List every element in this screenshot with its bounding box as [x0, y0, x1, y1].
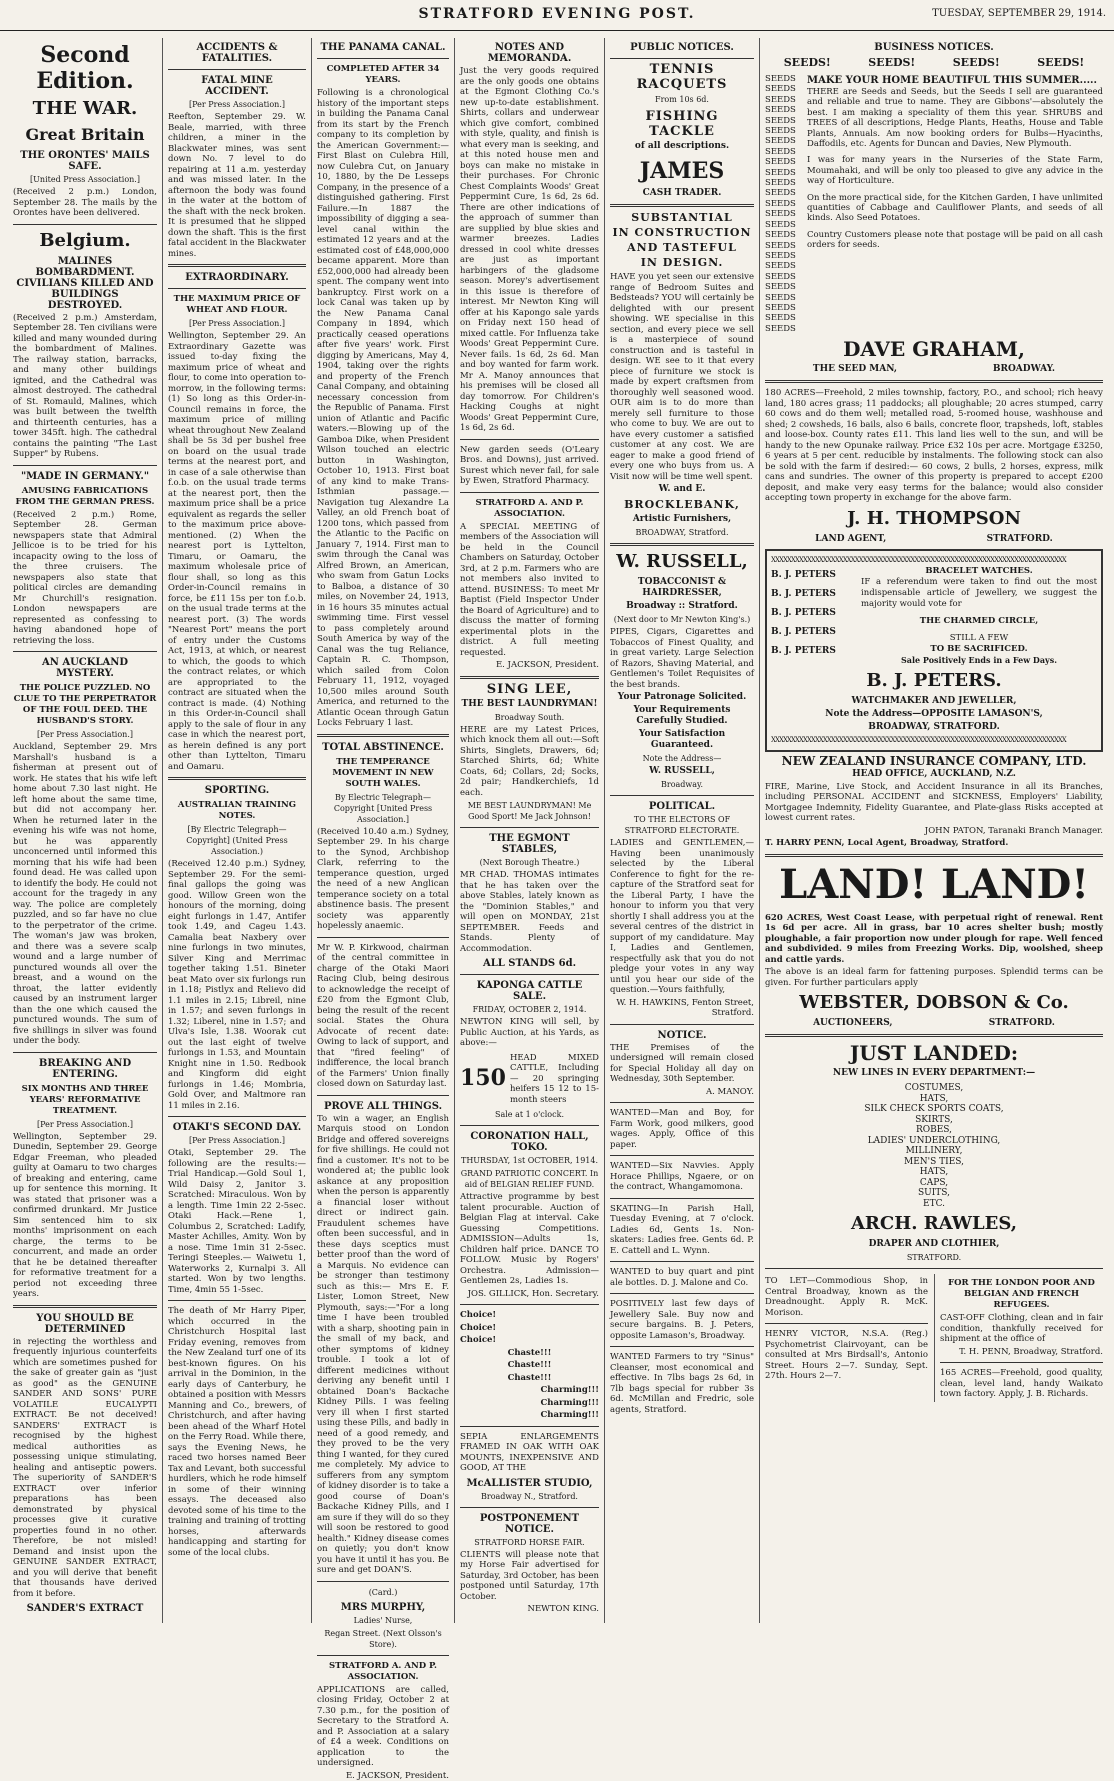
aandp2-signature: E. JACKSON, President.	[460, 660, 599, 671]
tennis-line-2: RACQUETS	[610, 79, 754, 90]
charming-1: Charming!!!	[460, 1385, 599, 1396]
wheat-heading: THE MAXIMUM PRICE OF WHEAT AND FLOUR.	[168, 294, 306, 316]
wheat-source: [Per Press Association.]	[168, 318, 306, 329]
fishing-line-1: FISHING	[610, 111, 754, 122]
abstinence-body: (Received 10.40 a.m.) Sydney, September 29. In his charge to the Synod, Archbishop Clark, referring to the temperance question, urged the need of a new Anglican temperance society on a total abstinence basis. The present society was apparently hopelessly anaemic.	[317, 827, 449, 932]
murphy-address: Regan Street. (Next Olsson's Store).	[317, 1628, 449, 1650]
nz-insurance-body: FIRE, Marine, Live Stock, and Accident Insurance in all its Branches, including PERSONAL ACCIDENT and SICKNESS, Employers' Liability, Mortgagee Indemnity, Fidelity Guarantee, and Plate-glass Risks accepted at lowest current rates.	[765, 782, 1103, 824]
relief-body: CAST-OFF Clothing, clean and in fair condition, thankfully received for shipment at the office of	[940, 1313, 1103, 1345]
belgium-heading: Belgium.	[13, 230, 157, 252]
business-notices-heading: BUSINESS NOTICES.	[765, 42, 1103, 53]
seeds-top-2: SEEDS!	[868, 57, 915, 68]
coronation-subheading: GRAND PATRIOTIC CONCERT. In aid of BELGIAN RELIEF FUND.	[460, 1168, 599, 1190]
seeds-word: SEEDS	[765, 126, 807, 136]
just-landed-item: HATS,	[765, 1094, 1103, 1105]
substantial-line-3: AND TASTEFUL	[610, 242, 754, 253]
australian-source: [By Electric Telegraph—Copyright] (United Press Association.)	[168, 824, 306, 857]
coronation-heading: CORONATION HALL, TOKO.	[460, 1131, 599, 1153]
mine-heading: FATAL MINE ACCIDENT.	[168, 75, 306, 97]
nz-insurance-signature: JOHN PATON, Taranaki Branch Manager.	[765, 826, 1103, 837]
nz-insurance-heading: NEW ZEALAND INSURANCE COMPANY, LTD.	[765, 756, 1103, 767]
peters-advert	[765, 549, 1103, 752]
wanted-2: WANTED—Six Navvies. Apply Horace Phillips, Ngaere, or on the contract, Whangamomona.	[610, 1161, 754, 1193]
seeds-word: SEEDS	[765, 105, 807, 115]
victor-notice: HENRY VICTOR, N.S.A. (Reg.) Psychometrist Clairvoyant, can be consulted at Mrs Birdsall's, Antonio Street. Hours 2—7. Sunday, Sept. 27th. Hours 2—7.	[765, 1329, 928, 1382]
political-heading: POLITICAL.	[610, 801, 754, 812]
choice-3: Choice!	[460, 1335, 599, 1346]
land-body-2: The above is an ideal farm for fattening purposes. Splendid terms can be given. For further particulars apply	[765, 967, 1103, 988]
seeds-word: SEEDS	[765, 209, 807, 219]
russell-line-2: Your Requirements Carefully Studied.	[610, 705, 754, 727]
sander-heading: YOU SHOULD BE DETERMINED	[13, 1313, 157, 1335]
charming-2: Charming!!!	[460, 1398, 599, 1409]
land-body: 620 ACRES, West Coast Lease, with perpetual right of renewal. Rent 1s 6d per acre. All in grass, bar 10 acres shelter bush; mostly ploughable, a fair proportion now under plough for rape. Well fenced and subdivided. 9 miles from Freezing Works. Dip, woolshed, sheep and cattle yards.	[765, 913, 1103, 966]
sale-days: Sale Positively Ends in a Few Days.	[861, 655, 1097, 666]
seeds-list	[765, 74, 807, 334]
wanted-4: WANTED Farmers to try "Sinus" Cleanser, most economical and effective. In 7lbs bags 2s 6d, in 7lb bags special for rubber 3s 6d. McMillan and Fredric, sole agents, Stratford.	[610, 1352, 754, 1415]
peters-list	[771, 566, 861, 666]
russell-address: Broadway :: Stratford.	[610, 601, 754, 612]
russell-line-1: Your Patronage Solicited.	[610, 692, 754, 703]
seeds-body-3: On the more practical side, for the Kitchen Garden, I have unlimited quantities of Cabbage and Cauliflower Plants, and seeds of all kinds. Also Seed Potatoes.	[807, 193, 1103, 224]
seeds-word: SEEDS	[765, 251, 807, 261]
webster-address: STRATFORD.	[989, 1018, 1055, 1029]
russell-heading: W. RUSSELL,	[610, 551, 754, 573]
coronation-signature: JOS. GILLICK, Hon. Secretary.	[460, 1289, 599, 1300]
public-notices-heading: PUBLIC NOTICES.	[610, 42, 754, 53]
accidents-heading: ACCIDENTS & FATALITIES.	[168, 42, 306, 64]
rawles-heading: ARCH. RAWLES,	[765, 1213, 1103, 1235]
russell-note: Note the Address—	[610, 753, 754, 764]
coronation-date: THURSDAY, 1st OCTOBER, 1914.	[460, 1155, 599, 1166]
orontes-body: (Received 2 p.m.) London, September 28. The mails by the Orontes have been delivered.	[13, 187, 157, 219]
skating-notice: SKATING—In Parish Hall, Tuesday Evening, at 7 o'clock. Ladies 6d, Gents 1s. Non-skaters: Ladies free. Gents 6d. P. E. Cattell and L. Wynn.	[610, 1204, 754, 1257]
war-heading: THE WAR.	[13, 98, 157, 120]
border-row-bottom: XXXXXXXXXXXXXXXXXXXXXXXXXXXXXXXXXXXXXXXXXXXXXXXXXXXXXXXXXXXXXXXXXXXXXXXXXX	[771, 735, 1097, 746]
malines-heading: MALINES BOMBARDMENT. CIVILIANS KILLED AND BUILDINGS DESTROYED.	[13, 256, 157, 311]
fishing-line-2: TACKLE	[610, 126, 754, 137]
substantial-line-1: SUBSTANTIAL	[610, 212, 754, 223]
auckland-body: Auckland, September 29. Mrs Marshall's husband is a fisherman at present out of work. He states that his wife left home about 7.30 last night. He left home about the same time, but did not accompany her. When he returned later in the evening his wife was not home, but he was apparently unconcerned until informed this morning that his wife had been found dead. He was called upon to identify the body. He could not account for the tragedy in any way. The police are completely puzzled, and so far have no clue to the perpetrator of the crime. The woman's jaw was broken, and there was a severe scalp wound and a large number of punctured wounds all over the breast, and a wound on the throat, the latter evidently caused by an instrument larger than the one which caused the punctured wounds. The sum of five shillings in silver was found under the body.	[13, 742, 157, 1047]
piper-body: The death of Mr Harry Piper, which occurred in the Christchurch Hospital last Friday evening, removes from the New Zealand turf one of its best-known figures. On his arrival in the Dominion, in the early days of Canterbury, he obtained a position with Messrs Manning and Co., brewers, of Christchurch, and after having been ahead of the Wharf Hotel on the Ferry Road. While there, says the Evening News, he raced two horses named Beer Tax and Levant, both successful hurdlers, which he rode himself in some of their winning essays. The deceased also devoted some of his time to the training and training of trotting horses, afterwards handicapping and starting for some of the local clubs.	[168, 1306, 306, 1558]
otaki-source: [Per Press Association.]	[168, 1135, 306, 1146]
just-landed-list	[765, 1083, 1103, 1209]
otaki-body: Otaki, September 29. The following are the results:— Trial Handicap.—Gold Soul 1, Wild Daisy 2, Janitor 3. Scratched: Miraculous. Won by a length. Time 1min 22 2-5sec. Otaki Hack.—Rene 1, Columbus 2, Scratched: Ladify, Master Achilles, Amity. Won by a nose. Time 1min 31 2-5sec. Teringi Steeples.— Waiwetu 1, Waterworks 2, Kurnalpi 3. All started. Won by two lengths. Time, 4min 55 1-5sec.	[168, 1148, 306, 1295]
just-landed-item: MILLINERY,	[765, 1146, 1103, 1157]
kaponga-body: NEWTON KING will sell, by Public Auction, at his Yards, as above:—	[460, 1017, 599, 1049]
substantial-line-2: IN CONSTRUCTION	[610, 227, 754, 238]
kaponga-number: 150	[460, 1073, 506, 1084]
nz-insurance-office: HEAD OFFICE, AUCKLAND, N.Z.	[765, 769, 1103, 780]
newspaper-title: STRATFORD EVENING POST.	[0, 6, 1114, 22]
postponement-body: CLIENTS will please note that my Horse Fair advertised for Saturday, 3rd October, has been postponed until Saturday, 17th October.	[460, 1550, 599, 1603]
thompson-subheading: LAND AGENT,	[815, 534, 886, 545]
murphy-card: (Card.)	[317, 1587, 449, 1598]
charming-3: Charming!!!	[460, 1410, 599, 1421]
graham-address: BROADWAY.	[993, 364, 1055, 375]
bracelet-body: IF a referendum were taken to find out the most indispensable article of Jewellery, we suggest the majority would vote for	[861, 577, 1097, 610]
abstinence-source: By Electric Telegraph—Copyright [United Press Association.]	[317, 792, 449, 825]
notice-signature: A. MANOY.	[610, 1087, 754, 1098]
seeds-banner	[765, 57, 1103, 68]
seeds-word: SEEDS	[765, 136, 807, 146]
russell-name: W. RUSSELL,	[610, 766, 754, 777]
peters-item-2: B. J. PETERS	[771, 585, 861, 604]
sinlee-heading: SING LEE,	[460, 684, 599, 695]
seeds-slogan: MAKE YOUR HOME BEAUTIFUL THIS SUMMER.....	[807, 74, 1103, 87]
sinlee-footer: ME BEST LAUNDRYMAN! Me Good Sport! Me Jack Johnson!	[460, 800, 599, 822]
relief-heading: FOR THE LONDON POOR AND BELGIAN AND FRENCH REFUGEES.	[940, 1278, 1103, 1311]
political-signature: W. H. HAWKINS, Fenton Street, Stratford.	[610, 998, 754, 1019]
seeds-word: SEEDS	[765, 178, 807, 188]
column-5	[605, 38, 760, 1623]
russell-body: PIPES, Cigars, Cigarettes and Tobaccos of Finest Quality, and in great variety. Large Selection of Razors, Shaving Material, and Gentlemen's Toilet Requisites of the best brands.	[610, 627, 754, 690]
notes-heading: NOTES AND MEMORANDA.	[460, 42, 599, 64]
peters-item-4: B. J. PETERS	[771, 623, 861, 642]
sander-footer: SANDER'S EXTRACT	[13, 1603, 157, 1614]
britain-heading: Great Britain	[13, 124, 157, 146]
acres-165-notice: 165 ACRES—Freehold, good quality, clean, level land, handy Waikato town factory. Apply, J. B. Richards.	[940, 1368, 1103, 1400]
postponement-subheading: STRATFORD HORSE FAIR.	[460, 1537, 599, 1548]
panama-body: Following is a chronological history of the important steps in building the Panama Canal from its start by the French company to its completion by the American Government:— First Blast on Culebra Hill, now Culebra Cut, on January 10, 1880, by the De Lesseps Company, in the presence of a distinguished gathering. First Failure.—In 1887 the impossibility of digging a sea-level canal within the estimated 12 years and at the estimated cost of £48,000,000 became apparent. More than £52,000,000 had already been spent. The company went into bankruptcy. First work on a lock Canal was taken up by the New Panama Canal Company in 1894, which practically ceased operations after five years' work. First digging by Americans, May 4, 1904, taking over the rights and property of the French Canal Company, and obtaining necessary concession from the Republic of Panama. First union of Atlantic and Pacific waters.—Blowing up of the Gamboa Dike, when President Wilson touched an electric button in Washington, October 10, 1913. First boat of any kind to make Trans-Isthmian passage.—Navigation tug Alexandre La Valley, an old French boat of 1200 tons, which passed from the Atlantic to the Pacific on January 7, 1914. First man to swim through the Canal was Alfred Brown, an American, who swam from Gatun Locks to Balboa, a distance of 30 miles, on November 24, 1913, in 16 hours 35 minutes actual swimming time. First vessel to pass completely around South America by way of the Canal was the tug Reliance, Captain R. C. Thompson, which sailed from Colon February 11, 1912, voyaged 10,500 miles around South America, and returned to the Atlantic Ocean through Gatun Locks February 1 last.	[317, 88, 449, 729]
abstinence-subheading: THE TEMPERANCE MOVEMENT IN NEW SOUTH WALES.	[317, 757, 449, 790]
just-landed-item: CAPS,	[765, 1178, 1103, 1189]
brocklebank-name-2: BROCKLEBANK,	[610, 499, 754, 510]
postponement-signature: NEWTON KING.	[460, 1604, 599, 1615]
seeds-word: SEEDS	[765, 188, 807, 198]
russell-end: Broadway.	[610, 779, 754, 790]
seeds-advert	[765, 74, 1103, 334]
breaking-source: [Per Press Association.]	[13, 1119, 157, 1130]
germany-subheading: AMUSING FABRICATIONS FROM THE GERMAN PRESS.	[13, 486, 157, 508]
column-6	[760, 38, 1108, 1623]
australian-heading: AUSTRALIAN TRAINING NOTES.	[168, 800, 306, 822]
kaponga-heading: KAPONGA CATTLE SALE.	[460, 980, 599, 1002]
seeds-word: SEEDS	[765, 230, 807, 240]
seeds-word: SEEDS	[765, 220, 807, 230]
bracelet-heading: BRACELET WATCHES.	[861, 566, 1097, 577]
penn-agent: T. HARRY PENN, Local Agent, Broadway, Stratford.	[765, 838, 1103, 849]
auckland-heading: AN AUCKLAND MYSTERY.	[13, 657, 157, 679]
column-2	[163, 38, 312, 1623]
auckland-source: [Per Press Association.]	[13, 729, 157, 740]
malines-body: (Received 2 p.m.) Amsterdam, September 28. Ten civilians were killed and many wounded during the bombardment of Malines. The railway station, barracks, and many other buildings ignited, and the Cathedral was almost destroyed. The cathedral of St. Romauld, Malines, which was built between the twelfth and thirteenth centuries, has a tower 345ft. high. The cathedral contains the painting "The Last Supper" by Rubens.	[13, 313, 157, 460]
peters-item-1: B. J. PETERS	[771, 566, 861, 585]
kaponga-detail: HEAD MIXED CATTLE, Including— 20 springing heifers 15 12 to 15-month steers	[510, 1053, 599, 1106]
panama-subheading: COMPLETED AFTER 34 YEARS.	[317, 64, 449, 86]
just-landed-item: COSTUMES,	[765, 1083, 1103, 1094]
wanted-1: WANTED—Man and Boy, for Farm Work, good milkers, good wages. Apply, Office of this paper.	[610, 1108, 754, 1150]
just-landed-subheading: NEW LINES IN EVERY DEPARTMENT:—	[765, 1068, 1103, 1079]
thompson-address: STRATFORD.	[987, 534, 1053, 545]
egmont-footer: ALL STANDS 6d.	[460, 958, 599, 969]
seeds-word: SEEDS	[765, 168, 807, 178]
seeds-word: SEEDS	[765, 84, 807, 94]
seeds-word: SEEDS	[765, 116, 807, 126]
rawles-address: STRATFORD.	[765, 1252, 1103, 1263]
aandp-signature: E. JACKSON, President.	[317, 1771, 449, 1781]
murphy-title: Ladies' Nurse,	[317, 1615, 449, 1626]
to-let-notice: TO LET—Commodious Shop, in Central Broadway, known as the Dreadnought. Apply R. McK. Morison.	[765, 1276, 928, 1318]
bottom-split	[765, 1274, 1103, 1402]
issue-date: TUESDAY, SEPTEMBER 29, 1914.	[932, 8, 1106, 19]
sepia-studio: McALLISTER STUDIO,	[460, 1478, 599, 1489]
garden-body: New garden seeds (O'Leary Bros. and Downs), just arrived. Surest which never fail, for sale by Ewen, Stratford Pharmacy.	[460, 445, 599, 487]
notice-heading: NOTICE.	[610, 1030, 754, 1041]
land-heading: LAND! LAND!	[765, 863, 1103, 907]
seeds-top-1: SEEDS!	[784, 57, 831, 68]
tennis-price: From 10s 6d.	[610, 94, 754, 105]
sinlee-subheading: THE BEST LAUNDRYMAN!	[460, 699, 599, 710]
choice-1: Choice!	[460, 1310, 599, 1321]
peters-broadway: BROADWAY, STRATFORD.	[771, 722, 1097, 733]
kirkwood-body: Mr W. P. Kirkwood, chairman of the central committee in charge of the Otaki Maori Racing Club, being desirous to acknowledge the receipt of £20 from the Egmont Club, being the result of the recent social. States the Ohura Advocate of recent date: Owing to lack of support, and that "fired feeling" of indifference, the local branch of the Farmers' Union finally closed down on Saturday last.	[317, 943, 449, 1090]
still-few: STILL A FEW	[861, 633, 1097, 644]
column-1	[8, 38, 163, 1623]
brocklebank-body: HAVE you yet seen our extensive range of Bedroom Suites and Bedsteads? YOU will certainly be delighted with our present showing. WE specialise in this section, and every piece we sell is a masterpiece of sound construction and is tasteful in design. WE see to it that every piece of furniture we stock is made by expert craftsmen from thoroughly well seasoned wood. OUR aim is to do more than merely sell furniture to those who come to buy. We are out to have every customer a satisfied customer at any cost. We are eager to make a good friend of every one who buys from us. A Visit now will be time well spent.	[610, 272, 754, 482]
seeds-word: SEEDS	[765, 147, 807, 157]
seeds-top-3: SEEDS!	[953, 57, 1000, 68]
webster-heading: WEBSTER, DOBSON & Co.	[765, 992, 1103, 1014]
aandp2-heading: STRATFORD A. AND P. ASSOCIATION.	[460, 498, 599, 520]
seeds-word: SEEDS	[765, 95, 807, 105]
orontes-source: [United Press Association.]	[13, 174, 157, 185]
egmont-heading: THE EGMONT STABLES,	[460, 833, 599, 855]
notes-body: Just the very goods required are the only goods one obtains at the Egmont Clothing Co.'s new up-to-date establishment. Shirts, collars and underwear which give comfort, combined with style, quality, and finish is what every man is seeking, and at this noted house men and boys can make no mistake in their purchases. For Chronic Chest Complaints Woods' Great Peppermint Cure, 1s 6d, 2s 6d. There are other indications of the approach of summer than are supplied by blue skies and warmer breezes. Ladies dressed in cool white dresses are just as important harbingers of the gladsome season. Morey's advertisement in this issue is therefore of interest. Mr Newton King will offer at his Kapongo sale yards on Friday next 150 head of mixed cattle. For Influenza take Woods' Great Peppermint Cure. Never fails. 1s 6d, 2s 6d. Man and boy wanted for farm work. Mr A. Manoy announces that his premises will be closed all day tomorrow. For Children's Hacking Coughs at night Woods' Great Peppermint Cure, 1s 6d, 2s 6d.	[460, 66, 599, 434]
seeds-word: SEEDS	[765, 324, 807, 334]
charmed-heading: THE CHARMED CIRCLE,	[861, 616, 1097, 627]
aandp-body: APPLICATIONS are called, closing Friday, October 2 at 7.30 p.m., for the position of Secretary to the Stratford A. and P. Association at a salary of £4 a week. Conditions on application to the undersigned.	[317, 1685, 449, 1769]
egmont-body: MR CHAD. THOMAS intimates that he has taken over the above Stables, lately known as the "Dominion Stables," and will open on MONDAY, 21st SEPTEMBER. Feeds and Stands. Plenty of Accommodation.	[460, 870, 599, 954]
graham-name: DAVE GRAHAM,	[765, 338, 1103, 360]
sporting-heading: SPORTING.	[168, 785, 306, 796]
aandp-heading: STRATFORD A. AND P. ASSOCIATION.	[317, 1661, 449, 1683]
kaponga-date: FRIDAY, OCTOBER 2, 1914.	[460, 1004, 599, 1015]
just-landed-heading: JUST LANDED:	[765, 1042, 1103, 1064]
thompson-name: J. H. THOMPSON	[765, 508, 1103, 530]
graham-subheading: THE SEED MAN,	[813, 364, 897, 375]
webster-subheading: AUCTIONEERS,	[813, 1018, 892, 1029]
australian-body: (Received 12.40 p.m.) Sydney, September 29. For the semi-final gallops the going was good. Willow Green won the honours of the morning, doing eight furlongs in 1.47, Antifer took 1.49, and Cageu 1.43. Camalia beat Naxbery over nine furlongs in two minutes, Silver King and Merrimac together taking 1.51. Bineter beat Mato over six furlongs run in 1.18; Pistlyx and Relievo did 1.1 miles in 2.15; Libreil, nine in 1.57; and seven furlongs in 1.32; Liberel, nine in 1.57; and Ulva's Isle, 1.38. Woorak cut out the last eight of twelve furlongs in 1.53, and Mountain Knight nine in 1.50. Redbook and Kingform did eight furlongs in 1.46; Mombria, Gold Over, and Maltmore ran 11 miles in 2.16.	[168, 859, 306, 1111]
sander-body: in rejecting the worthless and frequently injurious counterfeits which are sometimes pushed for the sake of greater gain as "just as good" as the GENUINE SANDER AND SONS' PURE VOLATILE EUCALYPTI EXTRACT. Be not deceived! SANDERS' EXTRACT is recognised by the highest medical authorities as possessing unique stimulating, healing and antiseptic powers. The superiority of SANDER'S EXTRACT over inferior preparations has been demonstrated by physical processes give it curative properties found in no other. Therefore, be not misled! Demand and insist upon the GENUINE SANDER EXTRACT, and you will derive that benefit that thousands have derived from it before.	[13, 1337, 157, 1600]
chaste-2: Chaste!!!	[460, 1360, 599, 1371]
brocklebank-trade: Artistic Furnishers,	[610, 514, 754, 525]
chaste-3: Chaste!!!	[460, 1373, 599, 1384]
political-body: LADIES and GENTLEMEN,—Having been unanimously selected by the Liberal Conference to fight for the re-capture of the Stratford seat for the Liberal Party, I have the honour to inform you that very shortly I shall address you at the several centres of the district in support of my candidature. May I, Ladies and Gentlemen, respectfully ask that you do not pledge your votes in any way until you hear our side of the question.—Yours faithfully,	[610, 838, 754, 996]
panama-heading: THE PANAMA CANAL.	[317, 42, 449, 53]
seeds-word: SEEDS	[765, 199, 807, 209]
just-landed-item: ETC.	[765, 1199, 1103, 1210]
aandp2-body: A SPECIAL MEETING of members of the Association will be held in the Council Chambers on Saturday, October 3rd, at 2 p.m. Farmers who are not members also invited to attend. BUSINESS: To meet Mr Baptist (Field Inspector Under the Board of Agriculture) and to discuss the matter of forming experimental plots in the district. A full meeting requested.	[460, 522, 599, 659]
seeds-word: SEEDS	[765, 272, 807, 282]
seeds-body-1: THERE are Seeds and Seeds, but the Seeds I sell are guaranteed and reliable and true to name. They are Gibbons'—absolutely the best. I am making a speciality of them this year. SHRUBS and TREES of all descriptions, Hedge Plants, Heaths, House and Table Plants, Annuals. Am now booking orders for Bulbs—Hyacinths, Daffodils, etc. Agents for Duncan and Davies, New Plymouth.	[807, 87, 1103, 149]
positively-notice: POSITIVELY last few days of Jewellery Sale. Buy now and secure bargains. B. J. Peters, opposite Lamason's, Broadway.	[610, 1299, 754, 1341]
seeds-word: SEEDS	[765, 313, 807, 323]
prove-body: To win a wager, an English Marquis stood on London Bridge and offered sovereigns for five shillings. He could not find a customer. It's not to be wondered at; the public look askance at any proposition when the person is apparently a financial loser without direct or indirect gain. Fraudulent schemes have often been successful, and in these days sceptics must better proof than the word of a Marquis. No evidence can be stronger than testimony such as this:— Mrs E. F. Lister, Lomon Street, New Plymouth, says:—"For a long time I have been troubled with a sharp, shooting pain in the small of my back, and other symptoms of kidney trouble. I took a lot of different medicines without deriving any benefit until I obtained Doan's Backache Kidney Pills. I was feeling very ill when I first started using these Pills, and badly in need of a good remedy, and they proved to be the very thing I wanted, for they cured me completely. My advice to sufferers from any symptom of kidney disorder is to take a good course of Doan's Backache Kidney Pills, and I am sure if they will do so they will soon be restored to good health." Kidney disease comes on quietly; you don't know you have it until it has you. Be sure and get DOAN'S.	[317, 1114, 449, 1576]
seeds-body-4: Country Customers please note that postage will be paid on all cash orders for seeds.	[807, 230, 1103, 251]
substantial-line-4: IN DESIGN.	[610, 257, 754, 268]
brocklebank-address: BROADWAY, Stratford.	[610, 527, 754, 538]
just-landed-item: MEN'S TIES,	[765, 1157, 1103, 1168]
germany-heading: "MADE IN GERMANY."	[13, 471, 157, 482]
seeds-word: SEEDS	[765, 303, 807, 313]
prove-heading: PROVE ALL THINGS.	[317, 1101, 449, 1112]
breaking-subheading: SIX MONTHS AND THREE YEARS' REFORMATIVE TREATMENT.	[13, 1084, 157, 1117]
sacrificed: TO BE SACRIFICED.	[861, 644, 1097, 655]
masthead	[0, 0, 1114, 31]
notice-body: THE Premises of the undersigned will remain closed for Special Holiday all day on Wednesday, 30th September.	[610, 1043, 754, 1085]
postponement-heading: POSTPONEMENT NOTICE.	[460, 1513, 599, 1535]
brocklebank-name-1: W. and E.	[610, 484, 754, 495]
germany-body: (Received 2 p.m.) Rome, September 28. German newspapers state that Admiral Jellicoe is to be tried for his incapacity owing to the loss of the three cruisers. The newspapers also state that political circles are demanding Mr Churchill's resignation. London newspapers are represented as confessing to having abandoned hope of retrieving the loss.	[13, 510, 157, 647]
second-edition-heading: Second Edition.	[13, 42, 157, 94]
rawles-subheading: DRAPER AND CLOTHIER,	[765, 1239, 1103, 1250]
seeds-word: SEEDS	[765, 293, 807, 303]
peters-item-3: B. J. PETERS	[771, 604, 861, 623]
otaki-heading: OTAKI'S SECOND DAY.	[168, 1122, 306, 1133]
russell-line-3: Your Satisfaction Guaranteed.	[610, 729, 754, 751]
peters-name: B. J. PETERS.	[771, 670, 1097, 692]
column-4	[455, 38, 605, 1623]
orontes-heading: THE ORONTES' MAILS SAFE.	[13, 150, 157, 172]
border-row-top: XXXXXXXXXXXXXXXXXXXXXXXXXXXXXXXXXXXXXXXXXXXXXXXXXXXXXXXXXXXXXXXXXXXXXXXXXX	[771, 555, 1097, 566]
sinlee-address: Broadway South.	[460, 712, 599, 723]
peters-trade: WATCHMAKER AND JEWELLER,	[771, 696, 1097, 707]
russell-subheading: TOBACCONIST & HAIRDRESSER,	[610, 577, 754, 599]
political-subheading: TO THE ELECTORS OF STRATFORD ELECTORATE.	[610, 814, 754, 836]
just-landed-item: SUITS,	[765, 1188, 1103, 1199]
just-landed-item: SKIRTS,	[765, 1115, 1103, 1126]
just-landed-item: HATS,	[765, 1167, 1103, 1178]
seeds-word: SEEDS	[765, 261, 807, 271]
chaste-1: Chaste!!!	[460, 1348, 599, 1359]
mine-source: [Per Press Association.]	[168, 99, 306, 110]
peters-item-5: B. J. PETERS	[771, 642, 861, 661]
farm-body: 180 ACRES—Freehold, 2 miles township, factory, P.O., and school; rich heavy land, 180 acres grass; 11 paddocks; all ploughable; 20 acres stumped, carry 60 cows and do them well; metalled road, 5-roomed house, washhouse and shed; 2 cowsheds, 16 bails, also 6 bails, concrete floor, trapsheds, loft, stables and loose-box. County rates £11. This land lies well to the sun, and will be handy to the new Opunake railway. Price £32 10s per acre. Mortgage £3250, 6 years at 5 per cent. reducible by instalments. The following stock can also be sold with the farm if desired:— 60 cows, 2 bulls, 2 horses, express, milk cans and sundries. The owner of this property is prepared to accept £200 deposit, and make very easy terms for the balance; would also consider accepting town property in exchange for the above farm.	[765, 388, 1103, 504]
coronation-body: Attractive programme by best talent procurable. Auction of Belgian Flag at interval. Cake Guessing Competitions. ADMISSION—Adults 1s, Children half price. DANCE TO FOLLOW. Music by Rogers' Orchestra. Admission—Gentlemen 2s, Ladies 1s.	[460, 1192, 599, 1287]
sepia-body: SEPIA ENLARGEMENTS FRAMED IN OAK WITH OAK MOUNTS, INEXPENSIVE AND GOOD, AT THE	[460, 1432, 599, 1474]
james-name: JAMES	[610, 158, 754, 184]
sinlee-body: HERE are my Latest Prices, which knock them all out:—Soft Shirts, Singlets, Drawers, 6d; Starched Shirts, 6d; White Coats, 6d; Collars, 2d; Socks, 2d pair; Handkerchiefs, 1d each.	[460, 725, 599, 799]
breaking-heading: BREAKING AND ENTERING.	[13, 1058, 157, 1080]
james-subheading: CASH TRADER.	[610, 188, 754, 199]
breaking-body: Wellington, September 29. Dunedin, September 29. George Edgar Freeman, who pleaded guilty at Oamaru to two charges of breaking and entering, came up for sentence this morning. It was stated that prisoner was a confirmed drunkard. Mr Justice Sim sentenced him to six months' imprisonment on each charge, the terms to be concurrent, and made an order that he be detained thereafter for reformative treatment for a period not exceeding three years.	[13, 1132, 157, 1300]
egmont-address: (Next Borough Theatre.)	[460, 857, 599, 868]
extraordinary-heading: EXTRAORDINARY.	[168, 272, 306, 283]
seeds-word: SEEDS	[765, 241, 807, 251]
kaponga-footer: Sale at 1 o'clock.	[460, 1109, 599, 1120]
just-landed-item: ROBES,	[765, 1125, 1103, 1136]
peters-address: Note the Address—OPPOSITE LAMASON'S,	[771, 709, 1097, 720]
seeds-word: SEEDS	[765, 282, 807, 292]
wanted-3: WANTED to buy quart and pint ale bottles. D. J. Malone and Co.	[610, 1267, 754, 1288]
choice-2: Choice!	[460, 1323, 599, 1334]
abstinence-heading: TOTAL ABSTINENCE.	[317, 742, 449, 753]
mine-body: Reefton, September 29. W. Beale, married, with three children, a miner in the Blackwater mines, was sent down No. 7 level to do repairing at 11 a.m. yesterday and was missed later. In the afternoon the body was found in the water at the bottom of the shaft with the neck broken. It is presumed that he slipped down the shaft. This is the first fatal accident in the Blackwater mines.	[168, 112, 306, 259]
murphy-name: MRS MURPHY,	[317, 1602, 449, 1613]
seeds-body-2: I was for many years in the Nurseries of the State Farm, Moumahaki, and will be only too pleased to give any advice in the way of Horticulture.	[807, 155, 1103, 186]
seeds-word: SEEDS	[765, 157, 807, 167]
seeds-top-4: SEEDS!	[1037, 57, 1084, 68]
relief-signature: T. H. PENN, Broadway, Stratford.	[940, 1347, 1103, 1358]
just-landed-item: SILK CHECK SPORTS COATS,	[765, 1104, 1103, 1115]
just-landed-item: LADIES' UNDERCLOTHING,	[765, 1136, 1103, 1147]
russell-next: (Next door to Mr Newton King's.)	[610, 614, 754, 625]
fishing-line-3: of all descriptions.	[610, 141, 754, 152]
seeds-word: SEEDS	[765, 74, 807, 84]
auckland-subheading: THE POLICE PUZZLED. NO CLUE TO THE PERPETRATOR OF THE FOUL DEED. THE HUSBAND'S STORY.	[13, 683, 157, 727]
tennis-line-1: TENNIS	[610, 64, 754, 75]
column-3	[312, 38, 455, 1623]
wheat-body: Wellington, September 29. An Extraordinary Gazette was issued to-day fixing the maximum price of wheat and flour, to come into operation to-morrow, in the following terms: (1) So long as this Order-in-Council remains in force, the maximum price of milling wheat throughout New Zealand shall be 5s 3d per bushel free on board on the usual trade terms at the nearest port, and in case of a sale otherwise than f.o.b. on the usual trade terms at the nearest port, then the maximum price shall be a price equivalent as regards the seller to the maximum price above-mentioned. (2) When the nearest port is Lyttelton, Timaru, or Oamaru, the maximum wholesale price of flour shall, so long as this Order-in-Council remains in force, be £11 15s per ton f.o.b. on the usual trade terms at the nearest port. (3) The words "Nearest Port" means the port of entry under the Customs Act, 1913, at which, or nearest to which, the goods to which the contract relates, or which are appropriated to the contract are situated when the contract is made. (4) Nothing in this Order-in-Council shall apply to the sale of flour in any case in which the nearest port, as herein defined is any port other than Lyttelton, Timaru and Oamaru.	[168, 331, 306, 772]
sepia-address: Broadway N., Stratford.	[460, 1491, 599, 1502]
